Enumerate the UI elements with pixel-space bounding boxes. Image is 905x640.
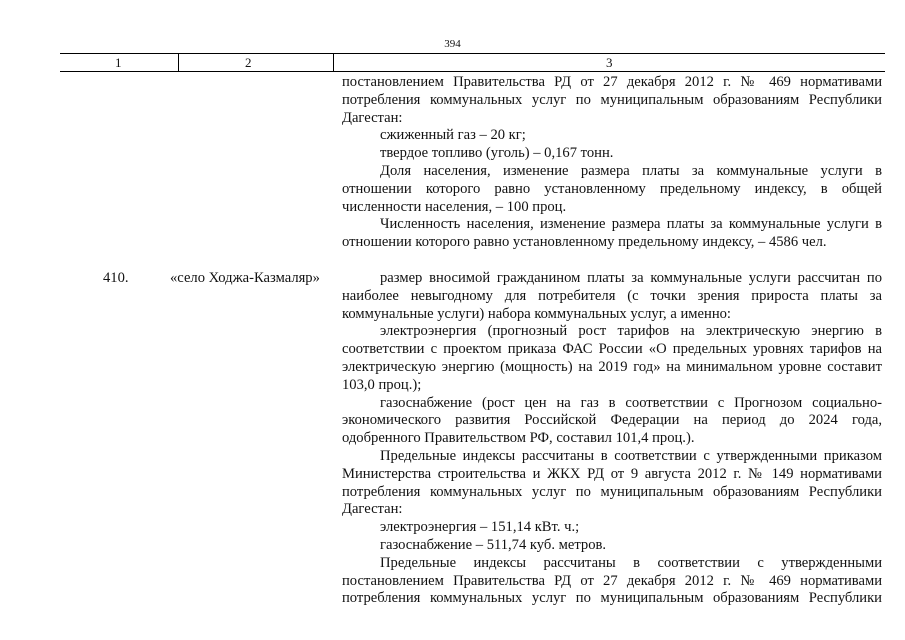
text-line: размер вносимой гражданином платы за коммунальные услуги рассчитан по xyxy=(380,270,882,286)
text-line: потребления коммунальных услуг по муниципальным образованиям Республики xyxy=(342,590,882,607)
text-line: численности населения, – 100 проц. xyxy=(342,198,567,215)
row-number: 410. xyxy=(103,270,129,286)
text-line: Доля населения, изменение размера платы за коммунальные услуги в xyxy=(380,162,882,179)
column-divider xyxy=(333,54,334,71)
text-line: постановлением Правительства РД от 27 декабря 2012 г. № 469 нормативами xyxy=(342,74,882,90)
header-col-3: 3 xyxy=(606,55,613,70)
text-line: экономического развития Российской Федерации на период до 2024 года, xyxy=(342,412,882,429)
header-col-2: 2 xyxy=(245,55,252,70)
text-line: одобренного Правительством РФ, составил 101,4 проц.). xyxy=(342,430,695,447)
text-line: коммунальные услуги) набора коммунальных услуг, а именно: xyxy=(342,305,731,322)
text-line: отношении которого равно установленному предельному индексу, в общей xyxy=(342,180,882,197)
text-line: потребления коммунальных услуг по муниципальным образованиям Республики xyxy=(342,91,882,108)
settlement-name: «село Ходжа-Казмаляр» xyxy=(170,270,320,286)
text-line: наиболее невыгодному для потребителя (с точки зрения прироста платы за xyxy=(342,287,882,304)
header-col-1: 1 xyxy=(115,55,122,70)
table-header xyxy=(60,53,885,72)
text-line: Министерства строительства и ЖКХ РД от 9 августа 2012 г. № 149 нормативами xyxy=(342,465,882,482)
text-line: Предельные индексы рассчитаны в соответствии с утвержденными xyxy=(380,554,882,571)
text-line: Дагестан: xyxy=(342,109,403,126)
column-divider xyxy=(178,54,179,71)
text-line: электроэнергия – 151,14 кВт. ч.; xyxy=(380,519,580,536)
text-line: Предельные индексы рассчитаны в соответствии с утвержденными приказом xyxy=(380,447,882,464)
text-line: твердое топливо (уголь) – 0,167 тонн. xyxy=(380,145,614,162)
page-number: 394 xyxy=(444,38,461,50)
text-line: газоснабжение – 511,74 куб. метров. xyxy=(380,536,607,553)
text-line: 103,0 проц.); xyxy=(342,376,422,393)
text-line: электрическую энергию (мощность) на 2019 год» на минимальном уровне составит xyxy=(342,358,882,375)
text-line: газоснабжение (рост цен на газ в соответствии с Прогнозом социально- xyxy=(380,394,882,411)
text-line: сжиженный газ – 20 кг; xyxy=(380,127,526,144)
text-block-continuation xyxy=(342,74,882,252)
text-line: отношении которого равно установленному предельному индексу, – 4586 чел. xyxy=(342,234,827,251)
text-line: электроэнергия (прогнозный рост тарифов на электрическую энергию в xyxy=(380,323,882,340)
text-line: Дагестан: xyxy=(342,501,403,518)
text-line: потребления коммунальных услуг по муниципальным образованиям Республики xyxy=(342,483,882,500)
text-block-410 xyxy=(342,270,882,608)
text-line: постановлением Правительства РД от 27 декабря 2012 г. № 469 нормативами xyxy=(342,572,882,589)
text-line: соответствии с проектом приказа ФАС России «О предельных уровнях тарифов на xyxy=(342,341,882,358)
text-line: Численность населения, изменение размера платы за коммунальные услуги в xyxy=(380,216,882,233)
